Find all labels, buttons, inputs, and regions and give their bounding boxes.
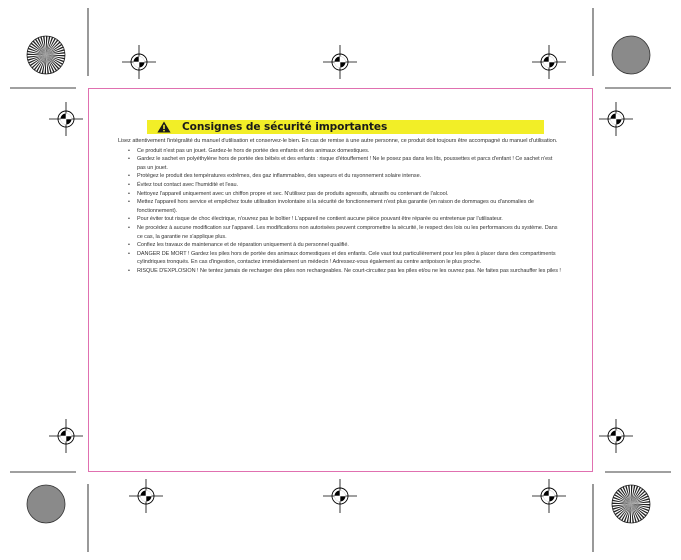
registration-mark [599, 419, 633, 453]
warning-icon [157, 121, 171, 133]
registration-mark [323, 45, 357, 79]
registration-mark [532, 45, 566, 79]
registration-mark [122, 45, 156, 79]
starburst-circle [27, 36, 65, 74]
heading-bar [147, 120, 544, 134]
registration-mark [129, 479, 163, 513]
gray-circle [27, 485, 65, 523]
gray-circle [612, 36, 650, 74]
list-item: • Nettoyez l'appareil uniquement avec un chiffon propre et sec. N'utilisez pas de produits agressifs, abrasifs ou contenant de l'alcool. [128, 190, 561, 199]
list-item: • DANGER DE MORT ! Gardez les piles hors de portée des animaux domestiques et des enfants. Cele vaut tout particulièrement pour les piles à placer dans des compartiments cylindriques tronqués. En cas d'ingestion, contactez immédiatement un médecin ! Adressez-vous également au centre antipoison le plus proche. [128, 250, 561, 267]
list-item: • Évitez tout contact avec l'humidité et l'eau. [128, 181, 561, 190]
registration-mark [323, 479, 357, 513]
list-item: • RISQUE D'EXPLOSION ! Ne tentez jamais de recharger des piles non rechargeables. Ne court-circuitez pas les piles et/ou ne les ouvrez pas. Ne faites pas surchauffer les piles ! [128, 267, 561, 276]
intro-paragraph: Lisez attentivement l'intégralité du manuel d'utilisation et conservez-le bien. En cas de remise à une autre personne, ce produit doit toujours être accompagné du manuel d'utilisation. [118, 138, 558, 144]
list-item: • Ce produit n'est pas un jouet. Gardez-le hors de portée des enfants et des animaux domestiques. [128, 147, 561, 156]
registration-mark [532, 479, 566, 513]
list-item: • Gardez le sachet en polyéthylène hors de portée des bébés et des enfants : risque d'étouffement ! Ne le posez pas dans les lits, poussettes et parcs d'enfant ! Ce sachet n'est pas un jouet. [128, 155, 561, 172]
list-item: • Ne procédez à aucune modification sur l'appareil. Les modifications non autorisées peuvent compromettre la sécurité, le respect des lois ou les performances du système. Dans ce cas, la garantie ne s'applique plus. [128, 224, 561, 241]
starburst-circle [612, 485, 650, 523]
list-item: • Mettez l'appareil hors service et empêchez toute utilisation involontaire si la sécurité de fonctionnement n'est plus garantie (en raison de dommages ou d'anomalies de fonctionnement). [128, 198, 561, 215]
heading-title: Consignes de sécurité importantes [182, 121, 388, 133]
list-item: • Confiez les travaux de maintenance et de réparation uniquement à du personnel qualifié. [128, 241, 561, 250]
registration-mark [49, 419, 83, 453]
safety-list [128, 147, 561, 276]
list-item: • Protégez le produit des températures extrêmes, des gaz inflammables, des vapeurs et du rayonnement solaire intense. [128, 172, 561, 181]
registration-mark [599, 102, 633, 136]
safety-section [118, 120, 561, 276]
list-item: • Pour éviter tout risque de choc électrique, n'ouvrez pas le boîtier ! L'appareil ne contient aucune pièce pouvant être réparée ou entretenue par l'utilisateur. [128, 215, 561, 224]
registration-mark [49, 102, 83, 136]
